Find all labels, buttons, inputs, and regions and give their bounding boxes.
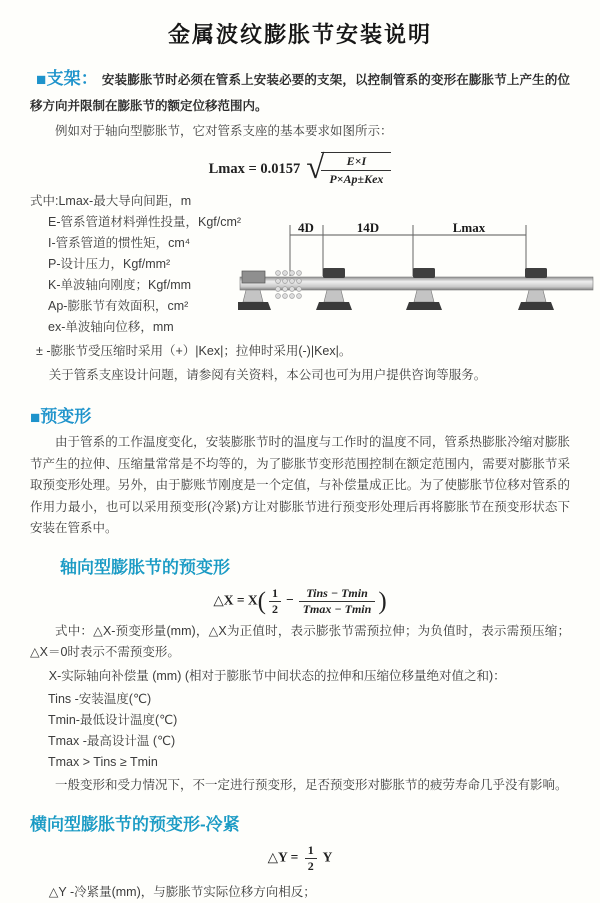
axial-note-2: X-实际轴向补偿量 (mm) (相对于膨胀节中间状态的拉伸和压缩位移量绝对值之和)：	[48, 668, 506, 683]
predeform-section-heading	[30, 402, 570, 428]
support-base	[238, 302, 271, 310]
lmax-fraction-denominator: P×Ap±Kex	[321, 170, 391, 187]
right-paren: )	[378, 587, 387, 615]
temperature-definitions	[30, 689, 570, 773]
half-numerator: 1	[272, 585, 278, 600]
temp-line: Tmax -最高设计温 (℃)	[48, 734, 176, 749]
definitions-and-diagram	[30, 191, 570, 339]
support-neck	[414, 290, 434, 302]
half-denominator: 2	[269, 601, 281, 617]
support-section-label: 支架：	[46, 69, 98, 88]
dim-label-4d: 4D	[298, 220, 314, 236]
half-denominator: 2	[305, 858, 317, 874]
temp-line: Tmin-最低设计温度(℃)	[48, 713, 178, 728]
half-numerator: 1	[307, 842, 314, 857]
left-paren: (	[257, 587, 266, 615]
lmax-formula	[30, 152, 570, 187]
support-clamp	[413, 268, 435, 278]
plus-minus-note: ± -膨胀节受压缩时采用（+）|Kex|；拉伸时采用(-)|Kex|。	[36, 344, 352, 359]
support-example-line: 例如对于轴向型膨胀节，它对管系支座的基本要求如图所示：	[55, 123, 393, 138]
service-note: 关于管系支座设计问题，请参阅有关资料，本公司也可为用户提供咨询等服务。	[48, 367, 487, 382]
axial-formula-lhs: △X = X	[213, 592, 258, 608]
definition-line: K-单波轴向刚度；Kgf/mm	[48, 278, 192, 293]
support-neck	[526, 290, 546, 302]
lmax-formula-lhs: Lmax = 0.0157	[208, 161, 301, 178]
dim-label-lmax: Lmax	[452, 220, 486, 236]
definition-line: P-设计压力，Kgf/mm²	[48, 257, 171, 272]
lateral-subheading: 横向型膨胀节的预变形-冷紧	[30, 814, 240, 834]
support-intro-text: 安装膨胀节时必须在管系上安装必要的支架，以控制管系的变形在膨胀节上产生的位移方向并限制在膨胀节的额定位移范围内。	[30, 73, 570, 114]
one-half-fraction	[269, 586, 281, 617]
page-title: 金属波纹膨胀节安装说明	[167, 22, 432, 47]
support-base	[406, 302, 442, 310]
support-section-marker-icon: ■	[36, 70, 47, 89]
temp-line: Tmax > Tins ≥ Tmin	[48, 755, 158, 770]
definition-line: E-管系管道材料弹性投量，Kgf/cm²	[48, 215, 242, 230]
support-neck	[324, 290, 344, 302]
dim-label-14d: 14D	[356, 220, 380, 236]
support-base	[316, 302, 352, 310]
support-neck	[243, 290, 263, 302]
lateral-formula	[30, 843, 570, 874]
pipe-support-diagram	[238, 219, 594, 317]
definition-line: I-管系管道的惯性矩，cm⁴	[48, 236, 191, 251]
lmax-formula-fraction	[321, 152, 391, 187]
temperature-fraction	[299, 586, 376, 617]
lateral-formula-rhs: Y	[322, 849, 333, 865]
lmax-fraction-numerator: E×I	[346, 154, 367, 169]
support-clamp	[525, 268, 547, 278]
predeform-paragraph: 由于管系的工作温度变化，安装膨胀节时的温度与工作时的温度不同，管系热膨胀冷缩对膨胀节产生的拉伸、压缩量常常是不均等的，为了膨胀节变形范围控制在额定范围内，需要对膨胀节采取预变形处理。另外，由于膨账节刚度是一个定值，与补偿量成正比。为了使膨胀节位移对管系的作用力最小，也可以采用预变形(冷紧)方让对膨胀节进行预变形处理后再将膨胀节在预变形状态下安装在管系中。	[30, 435, 570, 536]
predeform-section-label: 预变形	[40, 407, 92, 427]
support-intro-paragraph	[30, 63, 570, 119]
definition-line: Ap-膨胀节有效面积，cm²	[48, 299, 189, 314]
support-base	[518, 302, 554, 310]
temp-line: Tins -安装温度(℃)	[48, 692, 152, 707]
temp-fraction-numerator: Tins − Tmin	[306, 585, 368, 600]
temp-fraction-denominator: Tmax − Tmin	[299, 601, 376, 617]
anchor-block	[242, 271, 265, 283]
axial-note-3: 一般变形和受力情况下，不一定进行预变形，足否预变形对膨胀节的疲劳寿命几乎没有影响。	[55, 778, 568, 793]
axial-formula	[30, 586, 570, 617]
axial-note-1: 式中：△X-预变形量(mm)，△X为正值时，表示膨张节需预拉伸；为负值时，表示需预压缩；△X＝0时表示不需预变形。	[30, 623, 570, 660]
support-clamp	[323, 268, 345, 278]
axial-subheading: 轴向型膨胀节的预变形	[60, 557, 230, 577]
definition-line: ex-单波轴向位移，mm	[48, 320, 174, 335]
definition-line: 式中:Lmax-最大导向间距，m	[30, 194, 192, 209]
lateral-formula-lhs: △Y =	[267, 849, 299, 865]
lateral-note: △Y -冷紧量(mm)，与膨胀节实际位移方向相反；	[48, 884, 316, 899]
minus-operator: −	[286, 592, 294, 608]
one-half-fraction	[305, 843, 317, 874]
predeform-section-marker-icon: ■	[30, 408, 41, 428]
sqrt-radical-icon: √	[306, 150, 325, 187]
